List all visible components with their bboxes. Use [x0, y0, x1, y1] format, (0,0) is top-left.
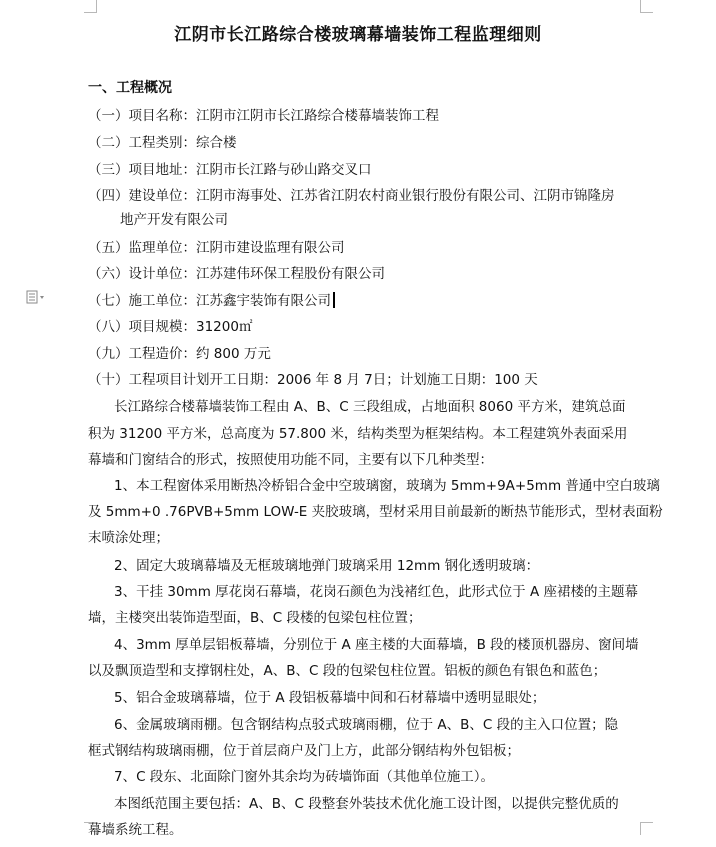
- body-text-line: 长江路综合楼幕墙装饰工程由 A、B、C 三段组成，占地面积 8060 平方米，建筑总面: [114, 399, 626, 415]
- info-item-owner-cont: 地产开发有限公司: [120, 212, 228, 228]
- page-corner-mark-top-right: [640, 0, 653, 13]
- body-text-line: 及 5mm+0 .76PVB+5mm LOW-E 夹胶玻璃，型材采用目前最新的断热节能形式，型材表面粉: [88, 504, 663, 520]
- document-icon[interactable]: [26, 289, 48, 303]
- body-text-line: 幕墙系统工程。: [88, 822, 183, 838]
- section-heading: 一、工程概况: [88, 80, 172, 96]
- info-item-category: （二）工程类别：综合楼: [88, 135, 237, 151]
- body-text-line: 1、本工程窗体采用断热冷桥铝合金中空玻璃窗，玻璃为 5mm+9A+5mm 普通中空白玻璃: [114, 478, 660, 494]
- body-text-line: 4、3mm 厚单层铝板幕墙，分别位于 A 座主楼的大面幕墙，B 段的楼顶机器房、窗间墙: [114, 637, 639, 653]
- body-text-line: 2、固定大玻璃幕墙及无框玻璃地弹门玻璃采用 12mm 钢化透明玻璃：: [114, 558, 540, 574]
- body-text-line: 7、C 段东、北面除门窗外其余均为砖墙饰面（其他单位施工）。: [114, 769, 495, 785]
- text-cursor: [333, 292, 335, 308]
- info-item-supervisor: （五）监理单位：江阴市建设监理有限公司: [88, 240, 345, 256]
- info-item-scale: （八）项目规模：31200㎡: [88, 319, 253, 335]
- body-text-line: 墙，主楼突出装饰造型面，B、C 段楼的包梁包柱位置；: [88, 610, 422, 626]
- body-text-line: 以及飘顶造型和支撑钢柱处，A、B、C 段的包梁包柱位置。铝板的颜色有银色和蓝色；: [88, 663, 607, 679]
- body-text-line: 本图纸范围主要包括：A、B、C 段整套外装技术优化施工设计图，以提供完整优质的: [114, 796, 619, 812]
- info-item-designer: （六）设计单位：江苏建伟环保工程股份有限公司: [88, 266, 385, 282]
- info-item-project-name: （一）项目名称：江阴市江阴市长江路综合楼幕墙装饰工程: [88, 108, 439, 124]
- body-text-line: 幕墙和门窗结合的形式，按照使用功能不同，主要有以下几种类型：: [88, 452, 493, 468]
- info-item-owner: （四）建设单位：江阴市海事处、江苏省江阴农村商业银行股份有限公司、江阴市锦隆房: [88, 188, 615, 204]
- info-item-contractor: （七）施工单位：江苏鑫宇装饰有限公司: [88, 292, 335, 310]
- body-text-line: 3、干挂 30mm 厚花岗石幕墙，花岗石颜色为浅褚红色，此形式位于 A 座裙楼的主题幕: [114, 584, 638, 600]
- body-text-line: 6、金属玻璃雨棚。包含钢结构点驳式玻璃雨棚，位于 A、B、C 段的主入口位置；隐: [114, 717, 619, 733]
- body-text-line: 5、铝合金玻璃幕墙，位于 A 段铝板幕墙中间和石材幕墙中透明显眼处；: [114, 690, 546, 706]
- page-corner-mark-bottom-right: [640, 822, 653, 835]
- body-text-line: 末喷涂处理；: [88, 530, 169, 546]
- info-item-address: （三）项目地址：江阴市长江路与砂山路交叉口: [88, 162, 372, 178]
- info-item-cost: （九）工程造价：约 800 万元: [88, 346, 271, 362]
- info-item-schedule: （十）工程项目计划开工日期：2006 年 8 月 7日；计划施工日期：100 天: [88, 372, 538, 388]
- page-corner-mark-top-left: [84, 0, 97, 13]
- body-text-line: 框式钢结构玻璃雨棚，位于首层商户及门上方，此部分钢结构外包铝板；: [88, 743, 520, 759]
- body-text-line: 积为 31200 平方米，总高度为 57.800 米，结构类型为框架结构。本工程建筑外表面采用: [88, 426, 628, 442]
- document-title: 江阴市长江路综合楼玻璃幕墙装饰工程监理细则: [174, 25, 542, 45]
